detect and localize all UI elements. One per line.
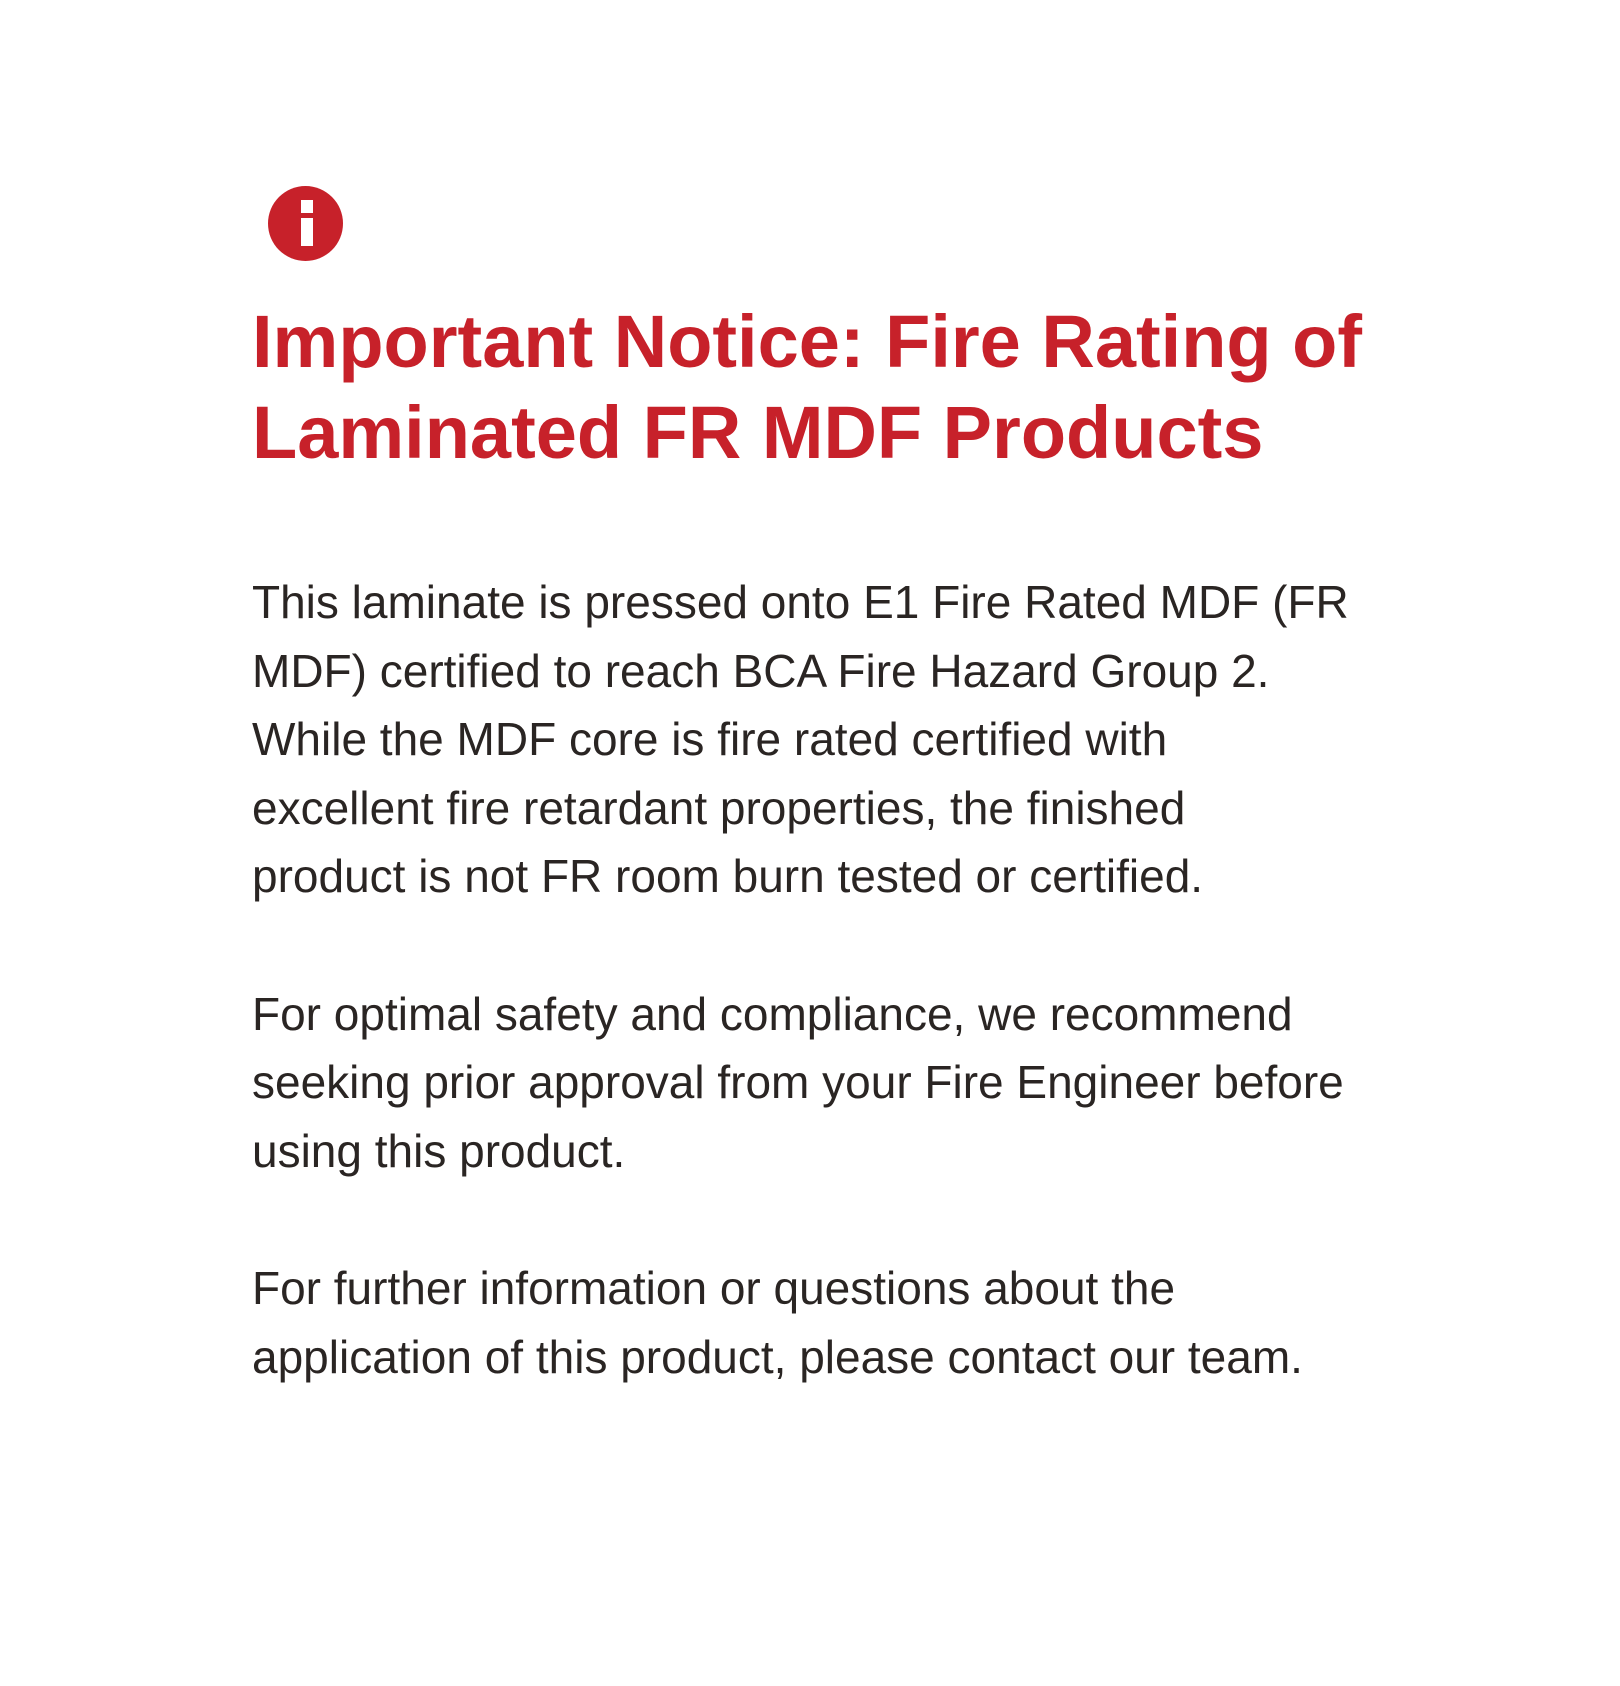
notice-paragraph-2 bbox=[252, 980, 1390, 1186]
paragraph-1-line-2: MDF) certified to reach BCA Fire Hazard Group 2. bbox=[252, 644, 1270, 697]
paragraph-1-line-4: excellent fire retardant properties, the finished bbox=[252, 781, 1186, 834]
paragraph-2-line-3: using this product. bbox=[252, 1124, 626, 1177]
paragraph-1-line-5: product is not FR room burn tested or certified. bbox=[252, 850, 1204, 903]
paragraph-3-line-2: application of this product, please contact our team. bbox=[252, 1330, 1303, 1383]
notice-body bbox=[252, 568, 1390, 1391]
notice-section bbox=[0, 186, 1620, 1391]
notice-title bbox=[252, 296, 1390, 478]
paragraph-1-line-3: While the MDF core is fire rated certified with bbox=[252, 713, 1168, 766]
notice-paragraph-1 bbox=[252, 568, 1390, 911]
notice-title-line-2: Laminated FR MDF Products bbox=[252, 391, 1264, 474]
notice-title-line-1: Important Notice: Fire Rating of bbox=[252, 300, 1362, 383]
paragraph-3-line-1: For further information or questions about the bbox=[252, 1261, 1176, 1314]
info-icon bbox=[268, 186, 343, 261]
notice-paragraph-3 bbox=[252, 1254, 1390, 1391]
paragraph-1-line-1: This laminate is pressed onto E1 Fire Rated MDF (FR bbox=[252, 576, 1349, 628]
paragraph-2-line-1: For optimal safety and compliance, we recommend bbox=[252, 987, 1293, 1040]
info-icon-stem bbox=[301, 218, 313, 246]
paragraph-2-line-2: seeking prior approval from your Fire Engineer before bbox=[252, 1056, 1344, 1109]
info-icon-dot bbox=[301, 200, 313, 213]
